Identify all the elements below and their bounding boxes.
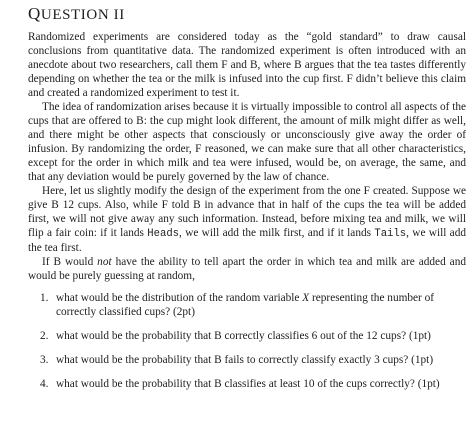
heading-initial: Q — [28, 4, 41, 23]
heading-rest: UESTION II — [40, 7, 125, 23]
item-text: what would be the probability that B classifies at least 10 of the cups correctly? (1pt) — [56, 378, 440, 390]
paragraph-randomization: The idea of randomization arises because it is virtually impossible to control all aspects of the cups that are offered to B: the cup might look different, the amount of milk might differ as well, and there might be other aspects that consciously or unconsciously give away the order of infusion. By randomizing the order, F reasoned, we can make sure that all other characteristics, except for the order in which milk and tea were infused, would be, on average, the same, and that any deviation would be purely governed by the law of chance. — [28, 101, 466, 183]
item-number: 2. — [40, 330, 49, 342]
question-list — [28, 291, 466, 391]
emphasis-not: not — [97, 256, 112, 268]
variable-x: X — [302, 292, 310, 304]
question-heading — [28, 4, 466, 24]
paragraph-text: , we will add the tea first. — [28, 227, 466, 254]
list-item — [28, 291, 466, 319]
paragraph-intro: Randomized experiments are considered today as the “gold standard” to draw causal conclusions from quantitative data. The randomized experiment is often introduced with an anecdote about two researchers, call them F and B, where B argues that the tea tastes differently depending on whether the tea or the milk is infused into the cup first. F didn’t believe this claim and created a randomized experiment to test it. — [28, 31, 466, 99]
item-number: 4. — [40, 378, 49, 390]
list-item — [28, 377, 466, 391]
item-number: 3. — [40, 354, 49, 366]
item-text: what would be the distribution of the random variable — [56, 292, 303, 304]
tails-term: Tails — [374, 228, 407, 240]
item-text: what would be the probability that B correctly classifies 6 out of the 12 cups? (1pt) — [56, 330, 431, 342]
list-item — [28, 353, 466, 367]
paragraph-guessing — [28, 255, 466, 283]
paragraph-text: Here, let us slightly modify the design of the experiment from the one F created. Suppose we give B 12 cups. Also, while F told B in advance that in half of the cups the tea will be added first, we will not give away any such information. Instead, before mixing tea and milk, we will flip a fair coin: if it lands — [28, 185, 466, 239]
item-text: what would be the probability that B fails to correctly classify exactly 3 cups? (1pt) — [56, 354, 434, 366]
paragraph-modified-design — [28, 184, 466, 255]
heads-term: Heads — [147, 228, 180, 240]
paragraph-text: , we will add the milk first, and if it lands — [179, 227, 375, 239]
item-text: representing the number of correctly classified cups? (2pt) — [56, 292, 435, 318]
paragraph-text: If B would — [42, 256, 98, 268]
paragraph-text: have the ability to tell apart the order in which tea and milk are added and would be purely guessing at random, — [28, 256, 466, 282]
list-item — [28, 329, 466, 343]
item-number: 1. — [40, 292, 49, 304]
